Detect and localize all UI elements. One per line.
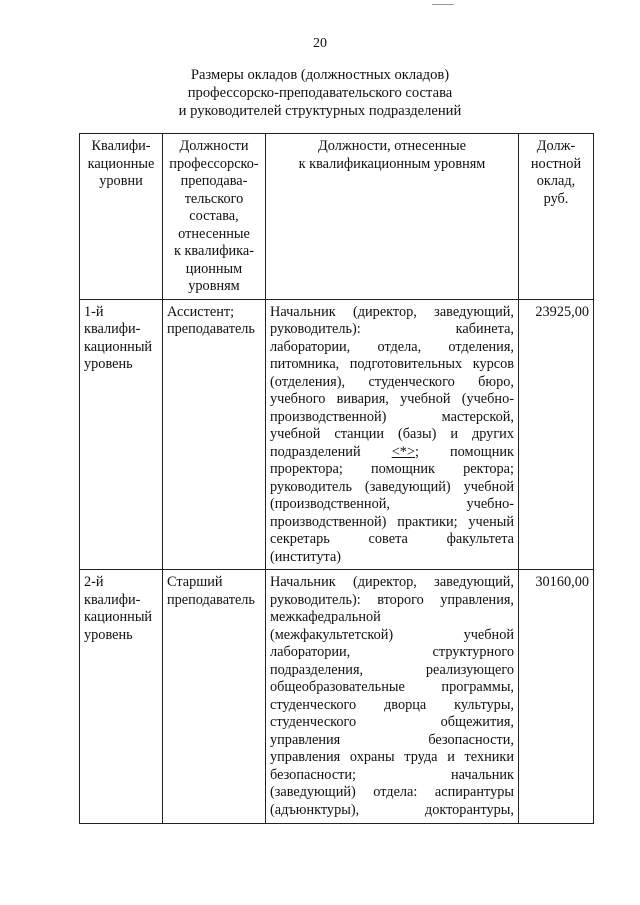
salary-cell: 23925,00	[519, 299, 594, 570]
title-line: профессорско-преподавательского состава	[187, 85, 453, 101]
related-positions-cell: Начальник (директор, заведующий, руководитель): второго управления, межкафедральной (межфакультетской) учебной лаборатории, структурного подразделения, реализующего общеобразовательные программы, студенческого дворца культуры, студенческого общежития, управления безопасности, управления охраны труда и техники безопасности; начальник (заведующий) отдела: аспирантуры (адъюнктуры), докторантуры,	[266, 570, 519, 824]
page-number: 20	[313, 36, 327, 51]
table-header-row	[80, 134, 594, 300]
table-row	[80, 570, 594, 824]
header-qualification-levels: Квалифи- кационные уровни	[80, 134, 163, 300]
salary-cell: 30160,00	[519, 570, 594, 824]
header-related-positions: Должности, отнесенные к квалификационным уровням	[266, 134, 519, 300]
footnote-marker: <*>	[391, 443, 415, 460]
qualification-level-cell: 1-й квалифи- кационный уровень	[80, 299, 163, 570]
teaching-positions-cell: Ассистент; преподаватель	[163, 299, 266, 570]
teaching-positions-cell: Старший преподаватель	[163, 570, 266, 824]
salary-table	[79, 133, 594, 824]
related-positions-cell: Начальник (директор, заведующий, руководитель): кабинета, лаборатории, отдела, отделения, питомника, подготовительных курсов (отделения), студенческого бюро, учебного вивария, учебной (учебно- производственной) мастерской, учебной станции (базы) и других подразделений <*>; помощник проректора; помощник ректора; руководитель (заведующий) учебной (производственной, учебно- производственной) практики; ученый секретарь совета факультета (института)	[266, 299, 519, 570]
header-salary: Долж- ностной оклад, руб.	[519, 134, 594, 300]
qualification-level-cell: 2-й квалифи- кационный уровень	[80, 570, 163, 824]
title-line: Размеры окладов (должностных окладов)	[190, 67, 450, 83]
title-line: и руководителей структурных подразделений	[178, 103, 462, 119]
header-teaching-positions: Должности профессорско- преподава- тельского состава, отнесенные к квалифика- ционным уровням	[163, 134, 266, 300]
table-row	[80, 299, 594, 570]
document-title	[0, 66, 640, 120]
page-mark	[432, 4, 454, 5]
